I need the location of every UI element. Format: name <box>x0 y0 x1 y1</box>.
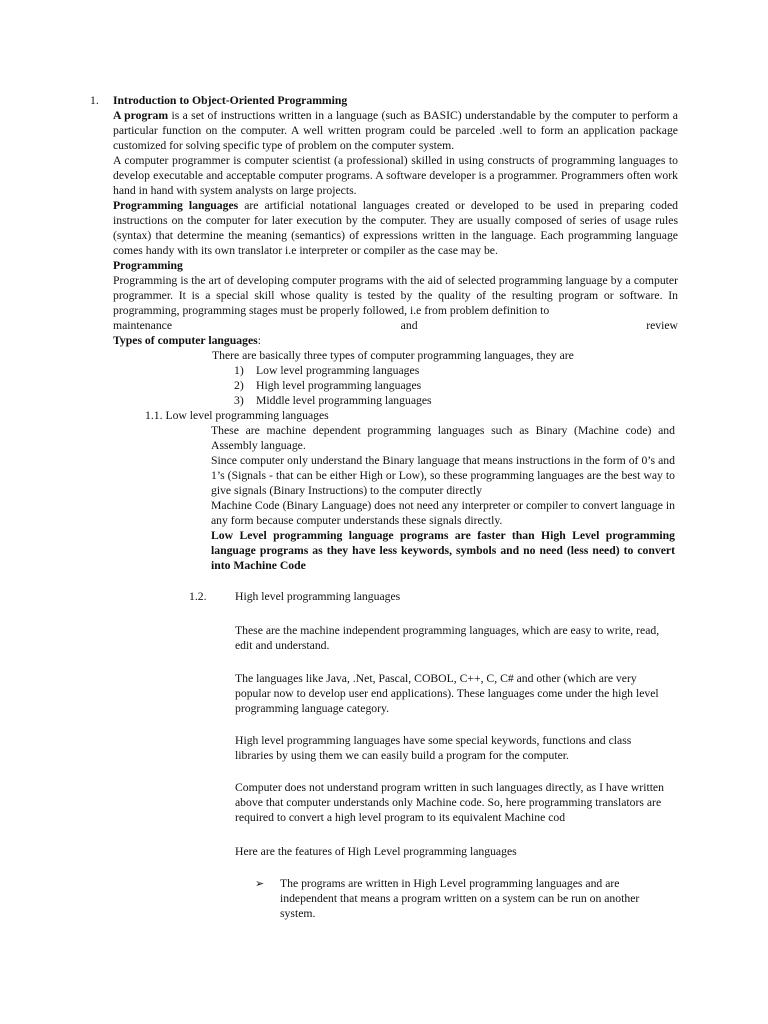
paragraph-programming: Programming is the art of developing computer programs with the aid of selected programming language by a computer programmer. It is a special skill whose quality is tested by the quality of the resulting program or software. In programming, programming stages must be properly followed, i.e from problem definition to <box>113 274 678 317</box>
paragraph-low-level-4: Low Level programming language programs are faster than High Level programming language programs as they have less keywords, symbols and no need (less need) to convert into Machine Code <box>211 529 675 572</box>
section-number: 1.2. <box>189 590 207 603</box>
paragraph-high-level-2: The languages like Java, .Net, Pascal, COBOL, C++, C, C# and other (which are very popular now to develop user end applications). These languages come under the high level programming language category. <box>235 672 659 715</box>
paragraph-programming-last-line: maintenance and review <box>113 319 678 332</box>
types-intro: There are basically three types of computer programming languages, they are <box>212 349 574 362</box>
section-title: High level programming languages <box>235 590 401 603</box>
programming-heading: Programming <box>113 259 183 272</box>
paragraph-programmer-definition: A computer programmer is computer scientist (a professional) skilled in using constructs of programming languages to develop executable and acceptable computer programs. A software developer is a programmer. Programmers often work hand in hand with system analysts on large projects. <box>113 154 678 197</box>
paragraph-languages-definition: Programming languages are artificial notational languages created or developed to be used in preparing coded instructions on the computer for later execution by the computer. They are usually composed of series of usage rules (syntax) that determine the meaning (semantics) of expressions written in the language. Each programming language comes handy with its own translator i.e interpreter or compiler as the case may be. <box>113 199 678 257</box>
section-intro-body <box>113 93 678 573</box>
paragraph-program-definition: A program is a set of instructions written in a language (such as BASIC) understandable by the computer to perform a particular function on the computer. A well written program could be parceled .well to form an application package customized for solving specific type of problem on the computer system. <box>113 109 678 152</box>
paragraph-high-level-4: Computer does not understand program written in such languages directly, as I have written above that computer understands only Machine code. So, here programming translators are required to convert a high level program to its equivalent Machine cod <box>235 781 664 824</box>
paragraph-high-level-5: Here are the features of High Level programming languages <box>235 845 517 858</box>
bullet-text: The programs are written in High Level programming languages and are independent that means a program written on a system can be run on another system. <box>280 877 640 920</box>
types-list <box>113 363 678 408</box>
list-item: 2) High level programming languages <box>234 379 422 392</box>
section-title: Introduction to Object-Oriented Programming <box>113 94 348 107</box>
types-heading: Types of computer languages: <box>113 334 261 347</box>
arrow-bullet-icon: ➢ <box>255 877 265 890</box>
list-item: 1) Low level programming languages <box>234 364 420 377</box>
paragraph-low-level-2: Since computer only understand the Binary language that means instructions in the form of 0’s and 1’s (Signals - that can be either High or Low), so these programming languages are the best way to give signals (Binary Instructions) to the computer directly <box>211 454 675 497</box>
paragraph-low-level-3: Machine Code (Binary Language) does not need any interpreter or compiler to convert language in any form because computer understands these signals directly. <box>211 499 675 527</box>
list-item: 3) Middle level programming languages <box>234 394 432 407</box>
paragraph-high-level-3: High level programming languages have some special keywords, functions and class libraries by using them we can easily build a program for the computer. <box>235 734 632 762</box>
section-number: 1. <box>90 94 99 107</box>
subsection-low-level-body <box>113 423 675 573</box>
subsection-low-level-heading: 1.1. Low level programming languages <box>145 409 329 422</box>
paragraph-low-level-1: These are machine dependent programming languages such as Binary (Machine code) and Assembly language. <box>211 424 675 452</box>
paragraph-high-level-1: These are the machine independent programming languages, which are easy to write, read, edit and understand. <box>235 624 660 652</box>
